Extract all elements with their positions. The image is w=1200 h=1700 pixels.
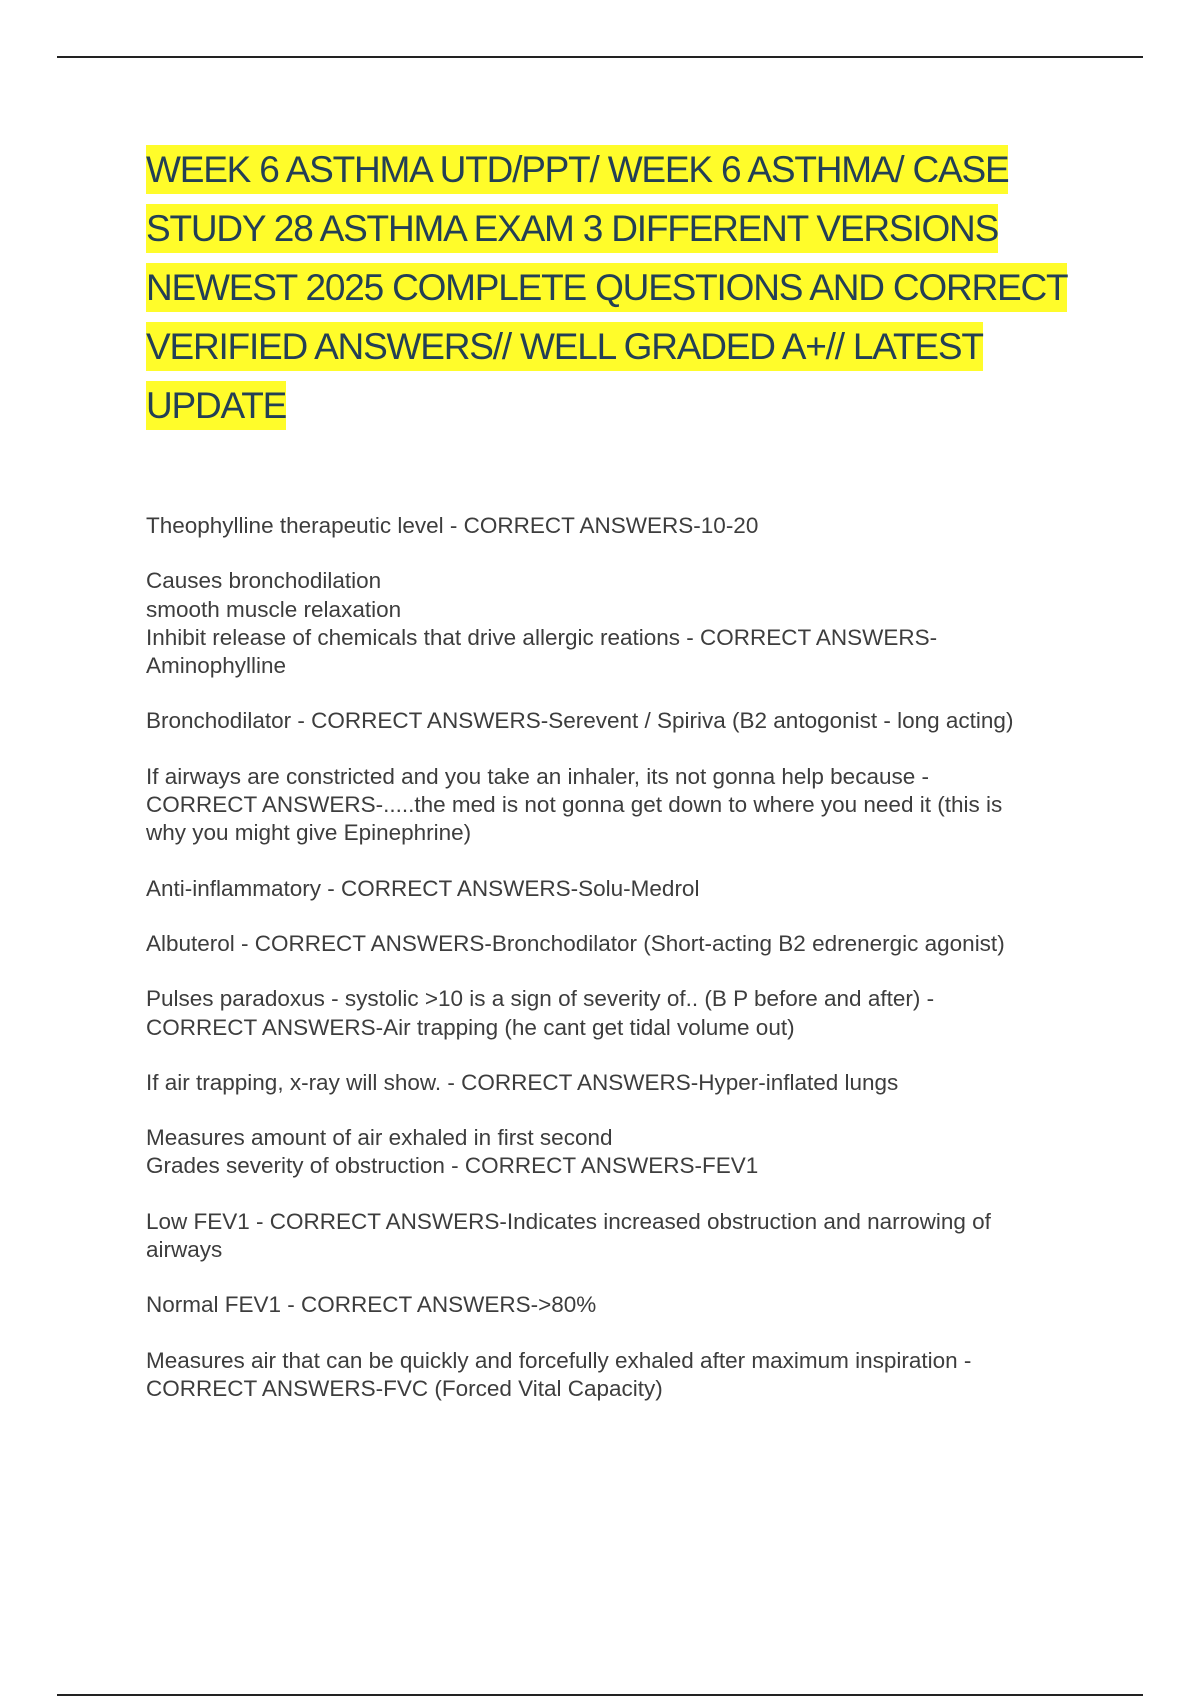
qa-item: Theophylline therapeutic level - CORRECT ANSWERS-10-20 bbox=[146, 513, 759, 538]
qa-item: Anti-inflammatory - CORRECT ANSWERS-Solu-Medrol bbox=[146, 875, 700, 901]
qa-list bbox=[146, 512, 1096, 1430]
qa-item: Albuterol - CORRECT ANSWERS-Bronchodilator (Short-acting B2 edrenergic agonist) bbox=[146, 930, 1005, 956]
qa-item: Bronchodilator - CORRECT ANSWERS-Serevent / Spiriva (B2 antogonist - long acting) bbox=[146, 708, 1014, 734]
document-title bbox=[146, 140, 1086, 435]
top-rule bbox=[57, 56, 1143, 58]
qa-item: Measures amount of air exhaled in first second Grades severity of obstruction - CORRECT ANSWERS-FEV1 bbox=[146, 1125, 759, 1179]
qa-item: If air trapping, x-ray will show. - CORRECT ANSWERS-Hyper-inflated lungs bbox=[146, 1069, 899, 1095]
qa-item: Measures air that can be quickly and forcefully exhaled after maximum inspiration - CORRECT ANSWERS-FVC (Forced Vital Capacity) bbox=[146, 1347, 972, 1401]
qa-item: Low FEV1 - CORRECT ANSWERS-Indicates increased obstruction and narrowing of airways bbox=[146, 1208, 991, 1263]
qa-item: Causes bronchodilation smooth muscle relaxation Inhibit release of chemicals that drive allergic reations - CORRECT ANSWERS- Aminophylline bbox=[146, 568, 938, 679]
title-highlight: WEEK 6 ASTHMA UTD/PPT/ WEEK 6 ASTHMA/ CASE STUDY 28 ASTHMA EXAM 3 DIFFERENT VERSIONS NEWEST 2025 COMPLETE QUESTIONS AND CORRECT VERIFIED ANSWERS// WELL GRADED A+// LATEST UPDATE bbox=[146, 145, 1067, 430]
qa-item: Pulses paradoxus - systolic >10 is a sign of severity of.. (B P before and after) - CORRECT ANSWERS-Air trapping (he cant get tidal volume out) bbox=[146, 986, 935, 1040]
bottom-rule bbox=[57, 1694, 1143, 1696]
qa-item: If airways are constricted and you take an inhaler, its not gonna help because - CORRECT ANSWERS-.....the med is not gonna get down to where you need it (this is why you might give Epinephrine) bbox=[146, 763, 1003, 846]
qa-item: Normal FEV1 - CORRECT ANSWERS->80% bbox=[146, 1292, 597, 1318]
